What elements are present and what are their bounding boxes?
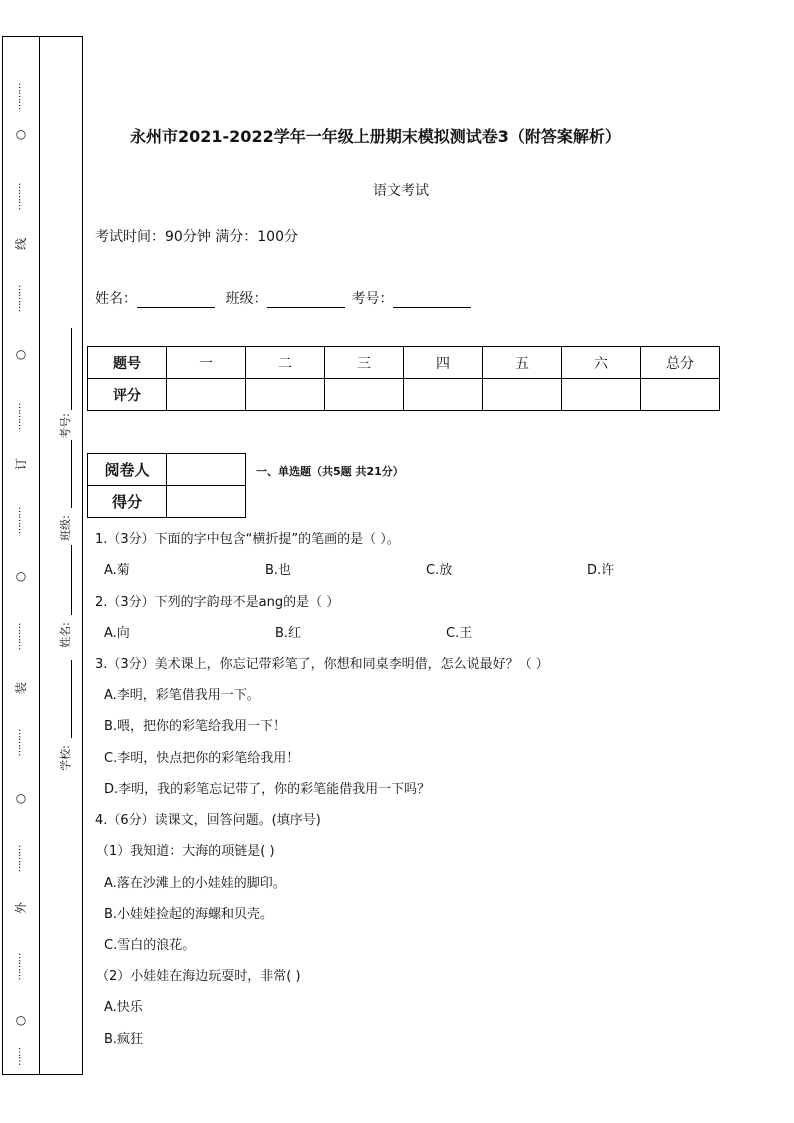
score-cell-label: 题号 <box>88 347 167 379</box>
class-line <box>71 440 72 508</box>
question-stem: 2.（3分）下列的字韵母不是ang的是（ ） <box>95 595 340 610</box>
score-input-cell[interactable] <box>562 379 641 411</box>
question-stem: 4.（6分）读课文，回答问题。(填序号) <box>95 813 321 828</box>
option[interactable]: A.落在沙滩上的小娃娃的脚印。 <box>104 876 286 891</box>
option[interactable]: D.李明，我的彩笔忘记带了，你的彩笔能借我用一下吗？ <box>104 782 431 797</box>
score-input-cell[interactable] <box>325 379 404 411</box>
name-field[interactable] <box>56 545 78 655</box>
name-blank[interactable] <box>137 293 215 308</box>
score-input-cell[interactable] <box>246 379 325 411</box>
score-input-cell[interactable] <box>641 379 720 411</box>
name-line <box>71 545 72 615</box>
score-cell: 三 <box>325 347 404 379</box>
school-label: 学校: <box>58 745 72 771</box>
dotted-line: ……… <box>16 844 27 872</box>
score-row-label: 评分 <box>88 379 167 411</box>
sub-question: （2）小娃娃在海边玩耍时，非常( ) <box>96 969 301 984</box>
dotted-line: ……… <box>16 284 27 312</box>
option[interactable]: B.疯狂 <box>104 1032 144 1047</box>
sub-question: （1）我知道：大海的项链是( ) <box>96 844 275 859</box>
class-blank[interactable] <box>267 293 345 308</box>
score-input-cell[interactable] <box>167 379 246 411</box>
seal-line-column <box>2 36 40 1075</box>
number-blank[interactable] <box>393 293 471 308</box>
class-label: 班级: <box>58 515 72 541</box>
score-input-cell[interactable] <box>404 379 483 411</box>
page-subtitle: 语文考试 <box>373 183 429 199</box>
dotted-line: ……… <box>16 182 27 210</box>
name-label-header: 姓名： <box>95 291 137 307</box>
class-field[interactable] <box>56 440 78 540</box>
circle-mark: ○ <box>15 791 27 805</box>
circle-mark: ○ <box>15 347 27 361</box>
reviewer-table <box>87 453 246 518</box>
option[interactable]: B.喂，把你的彩笔给我用一下！ <box>104 719 287 734</box>
option[interactable]: C.放 <box>426 563 453 578</box>
seal-char: 外 <box>14 901 28 915</box>
seal-char: 装 <box>14 681 28 695</box>
exam-no-field[interactable] <box>56 320 78 440</box>
option[interactable]: C.李明，快点把你的彩笔给我用！ <box>104 751 300 766</box>
student-info-line <box>95 288 477 308</box>
option[interactable]: B.红 <box>275 626 302 641</box>
exam-no-line <box>71 328 72 410</box>
score-cell: 五 <box>483 347 562 379</box>
score-cell: 六 <box>562 347 641 379</box>
seal-char: 订 <box>14 457 28 471</box>
circle-mark: ○ <box>15 569 27 583</box>
class-label-header: 班级： <box>225 291 268 307</box>
score-label: 得分 <box>88 486 167 518</box>
dotted-line: ……… <box>16 82 27 110</box>
option[interactable]: D.许 <box>587 563 615 578</box>
name-label: 姓名: <box>58 622 72 648</box>
question-stem: 1.（3分）下面的字中包含“横折提”的笔画的是（ ）。 <box>95 532 400 547</box>
score-cell: 四 <box>404 347 483 379</box>
dotted-line: ……… <box>16 622 27 650</box>
score-table-header-row <box>88 347 720 379</box>
option[interactable]: A.快乐 <box>104 1000 143 1015</box>
score-table-score-row <box>88 379 720 411</box>
option[interactable]: C.雪白的浪花。 <box>104 938 196 953</box>
number-label-header: 考号： <box>351 291 394 307</box>
dotted-line: ……… <box>16 402 27 430</box>
circle-mark: ○ <box>15 1013 27 1027</box>
circle-mark: ○ <box>15 127 27 141</box>
exam-info: 考试时间：90分钟 满分：100分 <box>95 229 298 245</box>
score-cell: 一 <box>167 347 246 379</box>
exam-no-label: 考号: <box>58 413 72 439</box>
reviewer-label: 阅卷人 <box>88 454 167 486</box>
dotted-line: ……… <box>16 952 27 980</box>
option[interactable]: C.王 <box>446 626 473 641</box>
dotted-line: ……… <box>16 728 27 756</box>
score-input-cell[interactable] <box>167 486 246 518</box>
question-stem: 3.（3分）美术课上，你忘记带彩笔了，你想和同桌李明借，怎么说最好？（ ） <box>95 657 549 672</box>
option[interactable]: B.也 <box>265 563 292 578</box>
seal-char: 线 <box>14 237 28 251</box>
dotted-line: …… <box>16 1047 27 1065</box>
dotted-line: ……… <box>16 506 27 534</box>
school-field[interactable] <box>56 660 78 780</box>
option[interactable]: A.菊 <box>104 563 130 578</box>
score-input-cell[interactable] <box>483 379 562 411</box>
reviewer-input-cell[interactable] <box>167 454 246 486</box>
option[interactable]: A.向 <box>104 626 130 641</box>
section-title: 一、单选题（共5题 共21分） <box>256 465 404 478</box>
score-table <box>87 346 720 411</box>
option[interactable]: A.李明，彩笔借我用一下。 <box>104 688 260 703</box>
score-cell: 总分 <box>641 347 720 379</box>
score-cell: 二 <box>246 347 325 379</box>
school-line <box>71 660 72 738</box>
option[interactable]: B.小娃娃捡起的海螺和贝壳。 <box>104 907 274 922</box>
